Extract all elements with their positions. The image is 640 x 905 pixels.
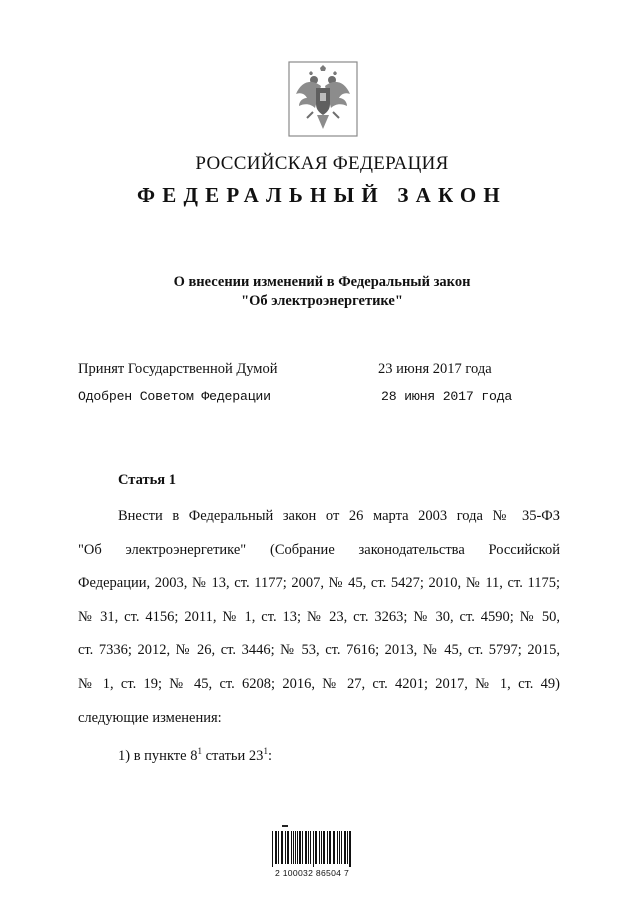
barcode-tick (282, 825, 288, 827)
barcode-bar (341, 831, 342, 864)
barcode (268, 825, 356, 887)
item-prefix: 1) в пункте 8 (118, 748, 198, 764)
barcode-bar (349, 831, 351, 867)
approved-by-council-label: Одобрен Советом Федерации (78, 389, 271, 404)
barcode-bar (339, 831, 340, 864)
adopted-by-duma-date: 23 июня 2017 года (378, 361, 492, 377)
barcode-bar (319, 831, 320, 864)
barcode-bar (285, 831, 286, 864)
barcode-bar (278, 831, 279, 864)
barcode-number: 2 100032 86504 7 (274, 868, 350, 878)
country-name: РОССИЙСКАЯ ФЕДЕРАЦИЯ (195, 153, 449, 174)
barcode-bar (287, 831, 289, 864)
law-title-line-1: О внесении изменений в Федеральный закон (173, 274, 471, 290)
body-line: следующие изменения: (78, 709, 222, 726)
barcode-bar (315, 831, 317, 864)
barcode-bar (275, 831, 277, 864)
list-item-1 (118, 748, 272, 765)
body-line: ст. 7336; 2012, № 26, ст. 3446; № 53, ст. 7616; 2013, № 45, ст. 5797; 2015, (78, 642, 560, 659)
item-superscript: 1 (197, 746, 202, 756)
barcode-bar (344, 831, 346, 864)
barcode-bar (323, 831, 325, 864)
article-body (78, 503, 560, 738)
barcode-bars (268, 825, 356, 869)
coat-of-arms-emblem (287, 60, 359, 138)
item-suffix: : (267, 748, 272, 764)
law-title-line-2: "Об электроэнергетике" (241, 293, 403, 309)
approved-by-council-date: 28 июня 2017 года (381, 389, 513, 404)
barcode-bar (302, 831, 303, 864)
item-superscript: 1 (263, 746, 268, 756)
barcode-bar (295, 831, 296, 864)
barcode-bar (272, 831, 273, 867)
barcode-bar (293, 831, 294, 864)
barcode-bar (321, 831, 322, 864)
barcode-bar (313, 831, 314, 867)
barcode-bar (333, 831, 335, 864)
barcode-bar (308, 831, 309, 864)
body-line: № 1, ст. 19; № 45, ст. 6208; 2016, № 27, ст. 4201; 2017, № 1, ст. 49) (78, 675, 560, 692)
body-line: Внести в Федеральный закон от 26 марта 2003 года № 35-ФЗ (118, 508, 560, 524)
barcode-bar (337, 831, 338, 864)
article-heading: Статья 1 (118, 472, 176, 488)
document-type: ФЕДЕРАЛЬНЫЙ ЗАКОН (137, 183, 507, 207)
item-middle: статьи 23 (201, 748, 264, 764)
barcode-bar (310, 831, 311, 864)
barcode-bar (281, 831, 283, 864)
barcode-bar (347, 831, 348, 864)
barcode-bar (297, 831, 298, 864)
body-line: № 31, ст. 4156; 2011, № 1, ст. 13; № 23, ст. 3263; № 30, ст. 4590; № 50, (78, 608, 560, 625)
body-line: Федерации, 2003, № 13, ст. 1177; 2007, № 45, ст. 5427; 2010, № 11, ст. 1175; (78, 575, 560, 592)
adopted-by-duma-label: Принят Государственной Думой (78, 361, 278, 377)
barcode-bar (299, 831, 301, 864)
barcode-bar (327, 831, 328, 864)
body-line: "Об электроэнергетике" (Собрание законодательства Российской (78, 541, 560, 558)
eagle-icon (287, 60, 359, 138)
barcode-bar (291, 831, 292, 864)
barcode-bar (305, 831, 307, 864)
barcode-bar (329, 831, 331, 864)
